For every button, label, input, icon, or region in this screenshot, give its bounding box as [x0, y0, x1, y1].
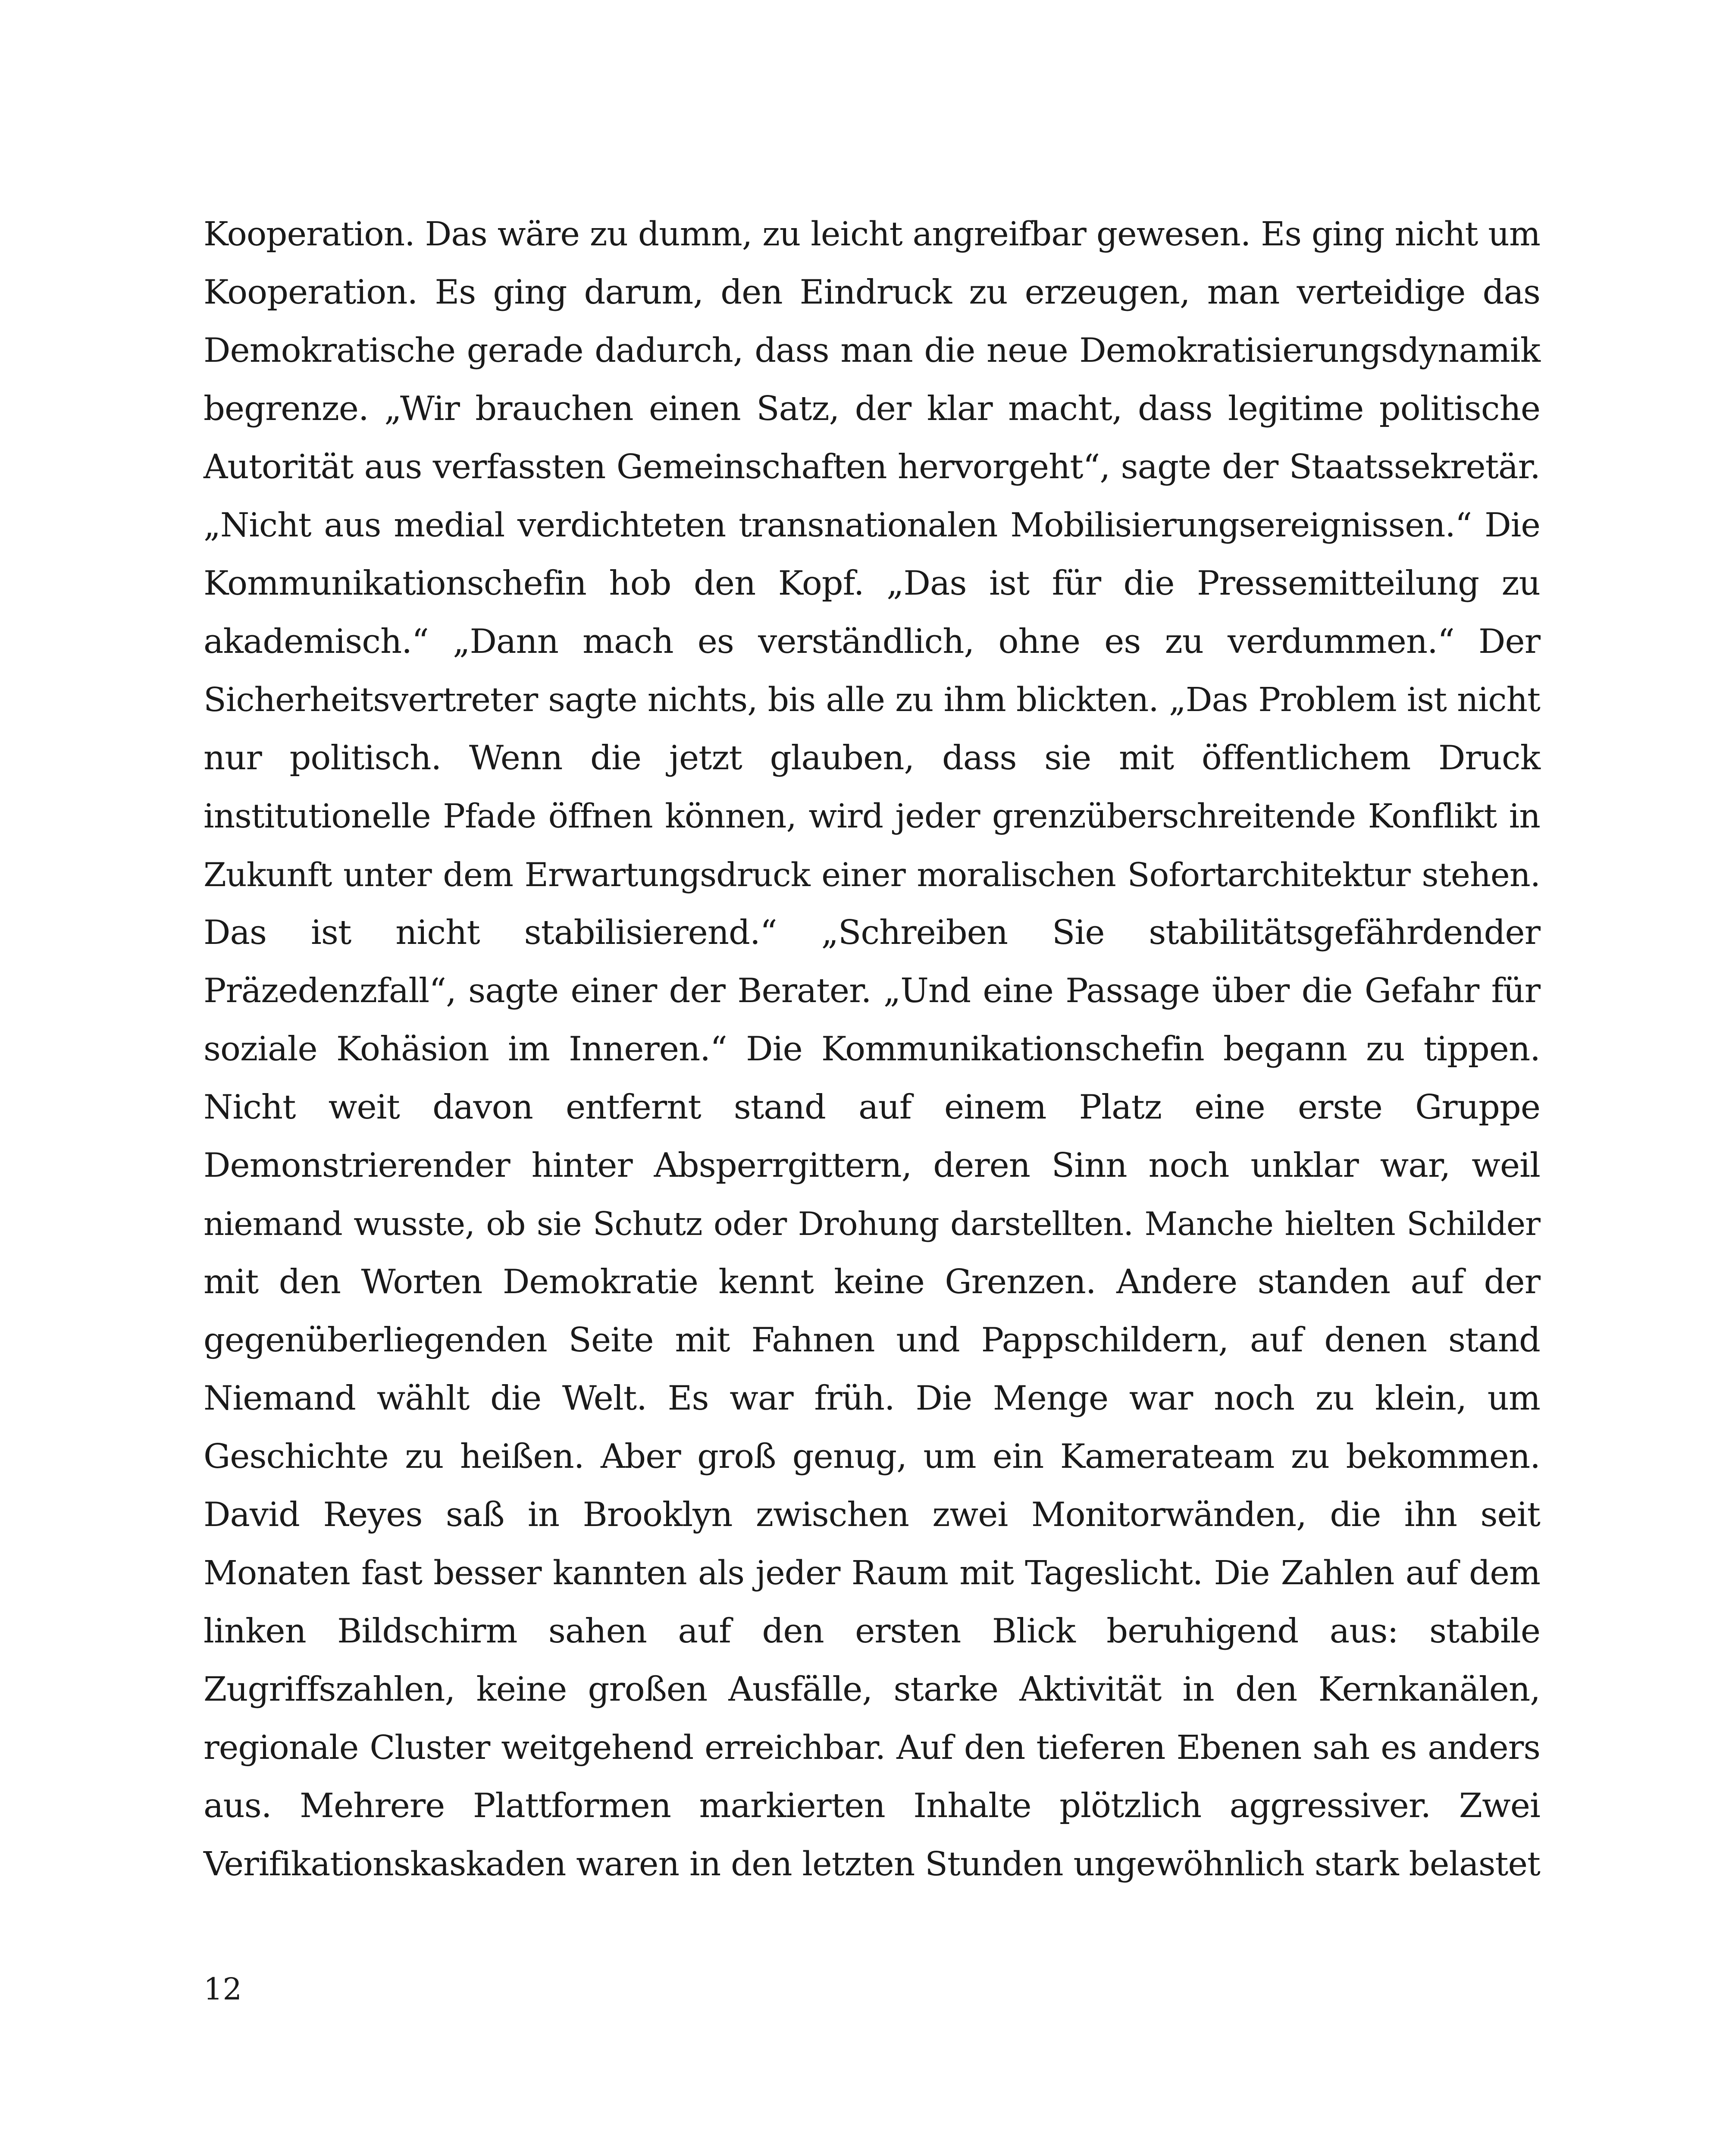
- text-line: Niemand wählt die Welt. Es war früh. Die Menge war noch zu klein, um: [204, 1379, 1540, 1418]
- page-number: 12: [204, 1971, 242, 2007]
- text-line: Zukunft unter dem Erwartungsdruck einer moralischen Sofortarchitektur stehen.: [204, 856, 1540, 894]
- text-line: mit den Worten Demokratie kennt keine Grenzen. Andere standen auf der: [204, 1263, 1540, 1301]
- text-line: Kommunikationschefin hob den Kopf. „Das ist für die Pressemitteilung zu: [204, 564, 1540, 603]
- text-line: Präzedenzfall“, sagte einer der Berater. „Und eine Passage über die Gefahr für: [204, 971, 1540, 1010]
- text-line: Nicht weit davon entfernt stand auf einem Platz eine erste Gruppe: [204, 1088, 1540, 1127]
- text-line: aus. Mehrere Plattformen markierten Inhalte plötzlich aggressiver. Zwei: [204, 1786, 1540, 1825]
- text-line: nur politisch. Wenn die jetzt glauben, dass sie mit öffentlichem Druck: [204, 739, 1540, 777]
- text-line: Geschichte zu heißen. Aber groß genug, um ein Kamerateam zu bekommen.: [204, 1437, 1540, 1476]
- text-line: „Nicht aus medial verdichteten transnationalen Mobilisierungsereignissen.“ Die: [204, 506, 1540, 545]
- text-line: gegenüberliegenden Seite mit Fahnen und Pappschildern, auf denen stand: [204, 1321, 1540, 1360]
- text-line: Sicherheitsvertreter sagte nichts, bis alle zu ihm blickten. „Das Problem ist nicht: [204, 681, 1540, 719]
- text-line: Demonstrierender hinter Absperrgittern, deren Sinn noch unklar war, weil: [204, 1146, 1540, 1185]
- text-line: Das ist nicht stabilisierend.“ „Schreiben Sie stabilitätsgefährdender: [204, 913, 1540, 952]
- text-line: soziale Kohäsion im Inneren.“ Die Kommunikationschefin begann zu tippen.: [204, 1030, 1540, 1069]
- text-line: begrenze. „Wir brauchen einen Satz, der klar macht, dass legitime politische: [204, 389, 1540, 428]
- text-line: linken Bildschirm sahen auf den ersten Blick beruhigend aus: stabile: [204, 1612, 1540, 1651]
- text-line: Monaten fast besser kannten als jeder Raum mit Tageslicht. Die Zahlen auf dem: [204, 1554, 1540, 1592]
- body-text: [204, 205, 1540, 1893]
- text-line: niemand wusste, ob sie Schutz oder Drohung darstellten. Manche hielten Schilder: [204, 1205, 1540, 1243]
- text-line: Autorität aus verfassten Gemeinschaften hervorgeht“, sagte der Staatssekretär.: [204, 448, 1540, 486]
- text-line: David Reyes saß in Brooklyn zwischen zwei Monitorwänden, die ihn seit: [204, 1495, 1540, 1534]
- text-line: regionale Cluster weitgehend erreichbar. Auf den tieferen Ebenen sah es anders: [204, 1729, 1540, 1767]
- text-line: Demokratische gerade dadurch, dass man die neue Demokratisierungsdynamik: [204, 331, 1540, 370]
- text-line: akademisch.“ „Dann mach es verständlich, ohne es zu verdummen.“ Der: [204, 622, 1540, 661]
- text-line: Zugriffszahlen, keine großen Ausfälle, starke Aktivität in den Kernkanälen,: [204, 1670, 1540, 1709]
- text-line: Kooperation. Es ging darum, den Eindruck zu erzeugen, man verteidige das: [204, 273, 1540, 312]
- text-line: Kooperation. Das wäre zu dumm, zu leicht angreifbar gewesen. Es ging nicht um: [204, 215, 1540, 254]
- text-line: Verifikationskaskaden waren in den letzten Stunden ungewöhnlich stark belastet: [204, 1845, 1540, 1883]
- text-line: institutionelle Pfade öffnen können, wird jeder grenzüberschreitende Konflikt in: [204, 797, 1540, 836]
